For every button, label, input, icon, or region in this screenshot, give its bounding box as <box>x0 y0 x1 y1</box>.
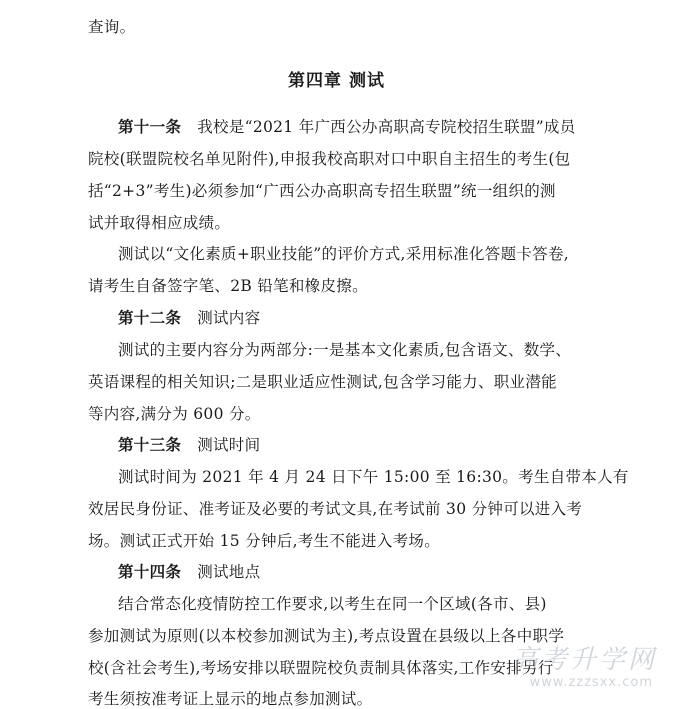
text-line: 请考生自备签字笔、2B 铅笔和橡皮擦。 <box>88 277 368 295</box>
text-line: 校(含社会考生),考场安排以联盟院校负责制具体落实,工作安排另行 <box>88 659 554 677</box>
text-line: 效居民身份证、准考证及必要的考试文具,在考试前 30 分钟可以进入考 <box>88 500 583 518</box>
watermark-url: www.zzzsxx.com <box>529 675 653 690</box>
article-12-line <box>118 308 588 328</box>
article-13-heading: 测试时间 <box>197 436 261 454</box>
text-line: 括“2+3”考生)必须参加“广西公办高职高专招生联盟”统一组织的测 <box>88 182 556 200</box>
text-line: 试并取得相应成绩。 <box>88 214 231 232</box>
text-line: 参加测试为原则(以本校参加测试为主),考点设置在县级以上各中职学 <box>88 627 565 645</box>
article-14-line <box>118 562 588 582</box>
text-line: 测试时间为 2021 年 4 月 24 日下午 15:00 至 16:30。考生自带本人有 <box>118 468 629 486</box>
text-line: 测试的主要内容分为两部分:一是基本文化素质,包含语文、数学、 <box>118 341 572 359</box>
article-13-line <box>118 435 588 455</box>
watermark-name: 高考升学网 <box>511 645 657 675</box>
text-line: 院校(联盟院校名单见附件),申报我校高职对口中职自主招生的考生(包 <box>88 150 571 168</box>
site-watermark <box>489 639 659 701</box>
article-13-title: 第十三条 <box>118 436 182 454</box>
text-line: 考生须按准考证上显示的地点参加测试。 <box>88 690 373 708</box>
article-14-title: 第十四条 <box>118 563 182 581</box>
text-line: 英语课程的相关知识;二是职业适应性测试,包含学习能力、职业潜能 <box>88 373 557 391</box>
text-line: 查询。 <box>88 18 136 36</box>
article-12-heading: 测试内容 <box>197 309 261 327</box>
text-line: 场。测试正式开始 15 分钟后,考生不能进入考场。 <box>88 532 441 550</box>
article-14-heading: 测试地点 <box>197 563 261 581</box>
article-11-text: 我校是“2021 年广西公办高职高专院校招生联盟”成员 <box>197 118 576 136</box>
text-line: 测试以“文化素质+职业技能”的评价方式,采用标准化答题卡答卷, <box>118 245 569 263</box>
text-line: 等内容,满分为 600 分。 <box>88 405 261 423</box>
article-12-title: 第十二条 <box>118 309 182 327</box>
article-11-line <box>118 117 588 137</box>
article-11-title: 第十一条 <box>118 118 182 136</box>
chapter-title: 第四章 测试 <box>288 71 385 91</box>
text-line: 结合常态化疫情防控工作要求,以考生在同一个区域(各市、县) <box>118 595 547 613</box>
